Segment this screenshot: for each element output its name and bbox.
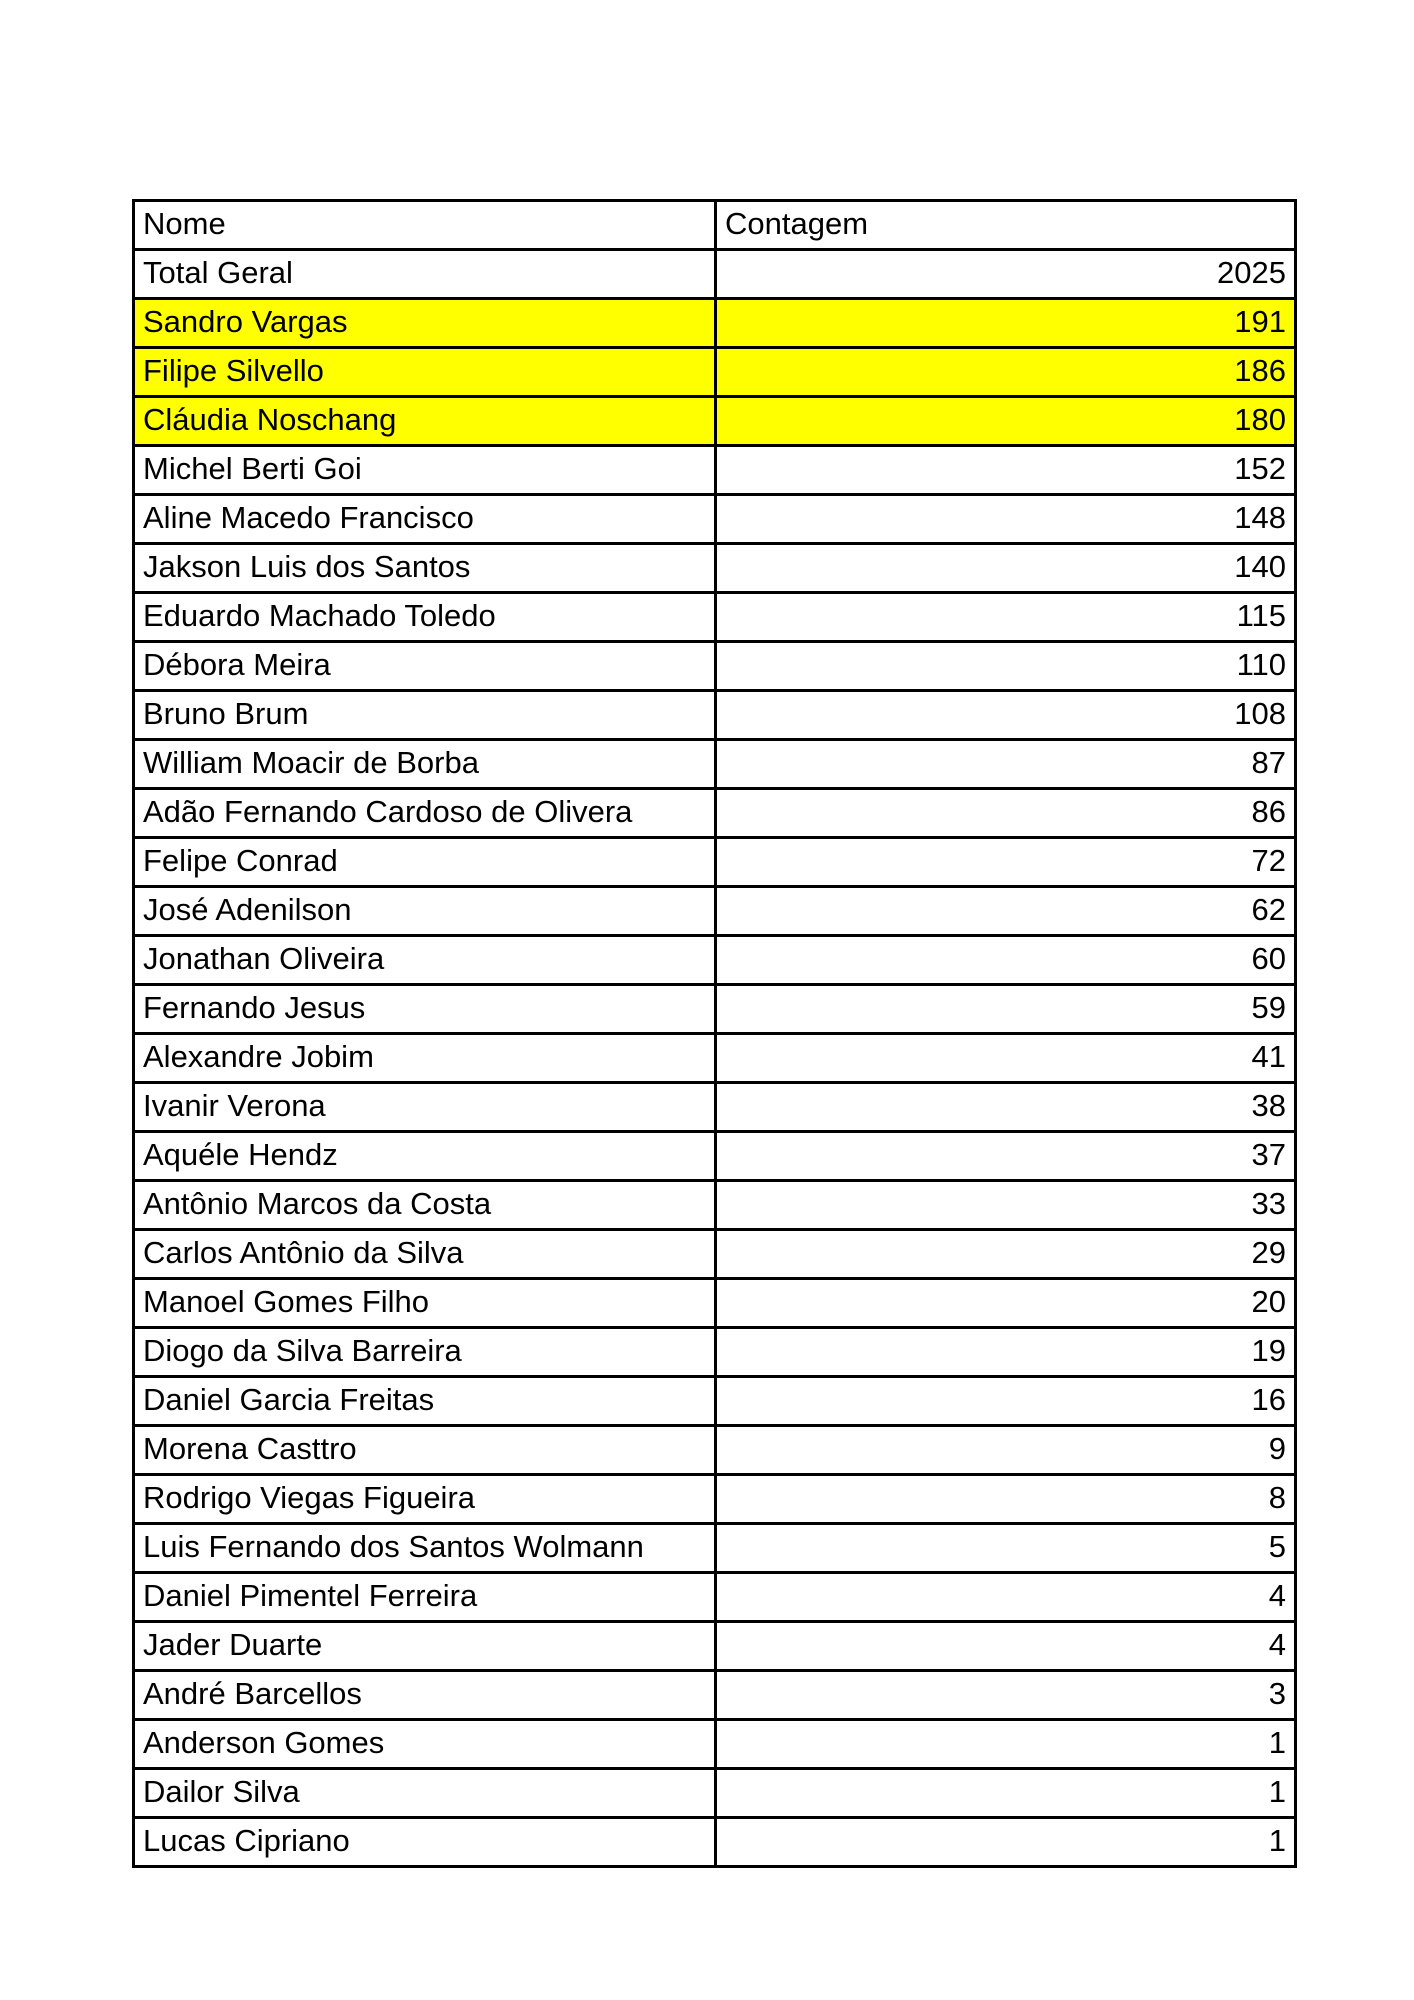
table-row [134, 1426, 1296, 1475]
count-cell: 4 [716, 1622, 1296, 1671]
name-cell: Daniel Garcia Freitas [134, 1377, 716, 1426]
count-cell: 191 [716, 299, 1296, 348]
name-cell: Luis Fernando dos Santos Wolmann [134, 1524, 716, 1573]
name-cell: Michel Berti Goi [134, 446, 716, 495]
count-cell: 86 [716, 789, 1296, 838]
name-cell: Sandro Vargas [134, 299, 716, 348]
table-row [134, 887, 1296, 936]
name-cell: Alexandre Jobim [134, 1034, 716, 1083]
count-cell: 72 [716, 838, 1296, 887]
table-row [134, 1622, 1296, 1671]
table-row [134, 1671, 1296, 1720]
count-cell: 20 [716, 1279, 1296, 1328]
table-row [134, 691, 1296, 740]
count-cell: 38 [716, 1083, 1296, 1132]
name-cell: Morena Casttro [134, 1426, 716, 1475]
count-cell: 62 [716, 887, 1296, 936]
table-row [134, 1475, 1296, 1524]
table-row [134, 1132, 1296, 1181]
count-cell: 4 [716, 1573, 1296, 1622]
name-cell: José Adenilson [134, 887, 716, 936]
count-cell: 16 [716, 1377, 1296, 1426]
name-cell: William Moacir de Borba [134, 740, 716, 789]
table-row [134, 299, 1296, 348]
name-cell: Aquéle Hendz [134, 1132, 716, 1181]
name-cell: Rodrigo Viegas Figueira [134, 1475, 716, 1524]
table-row [134, 397, 1296, 446]
table-row [134, 740, 1296, 789]
table-row [134, 1034, 1296, 1083]
table-row [134, 495, 1296, 544]
name-cell: Daniel Pimentel Ferreira [134, 1573, 716, 1622]
count-cell: 1 [716, 1818, 1296, 1867]
count-cell: 60 [716, 936, 1296, 985]
count-cell: 19 [716, 1328, 1296, 1377]
count-cell: 8 [716, 1475, 1296, 1524]
name-cell: Diogo da Silva Barreira [134, 1328, 716, 1377]
table-row [134, 985, 1296, 1034]
count-cell: 148 [716, 495, 1296, 544]
table-body [134, 250, 1296, 1867]
name-cell: Lucas Cipriano [134, 1818, 716, 1867]
name-cell: Eduardo Machado Toledo [134, 593, 716, 642]
name-cell: Filipe Silvello [134, 348, 716, 397]
name-cell: Ivanir Verona [134, 1083, 716, 1132]
count-cell: 37 [716, 1132, 1296, 1181]
count-cell: 41 [716, 1034, 1296, 1083]
table-row [134, 1181, 1296, 1230]
count-cell: 2025 [716, 250, 1296, 299]
table-row [134, 1524, 1296, 1573]
count-cell: 5 [716, 1524, 1296, 1573]
table-row [134, 642, 1296, 691]
count-cell: 1 [716, 1720, 1296, 1769]
name-cell: Jonathan Oliveira [134, 936, 716, 985]
table-header-row [134, 201, 1296, 250]
table-row [134, 1083, 1296, 1132]
count-cell: 29 [716, 1230, 1296, 1279]
table-row [134, 593, 1296, 642]
count-cell: 9 [716, 1426, 1296, 1475]
table-row [134, 1818, 1296, 1867]
table-row [134, 1328, 1296, 1377]
count-cell: 140 [716, 544, 1296, 593]
name-cell: Adão Fernando Cardoso de Olivera [134, 789, 716, 838]
name-cell: Bruno Brum [134, 691, 716, 740]
table-row [134, 446, 1296, 495]
name-cell: Débora Meira [134, 642, 716, 691]
column-header-contagem: Contagem [716, 201, 1296, 250]
count-cell: 180 [716, 397, 1296, 446]
name-cell: Anderson Gomes [134, 1720, 716, 1769]
table-row [134, 1769, 1296, 1818]
table-row [134, 1230, 1296, 1279]
table-row [134, 348, 1296, 397]
count-cell: 110 [716, 642, 1296, 691]
count-cell: 186 [716, 348, 1296, 397]
table-row [134, 936, 1296, 985]
name-cell: Total Geral [134, 250, 716, 299]
table-row [134, 1279, 1296, 1328]
name-cell: André Barcellos [134, 1671, 716, 1720]
count-cell: 87 [716, 740, 1296, 789]
table-row [134, 1573, 1296, 1622]
count-cell: 33 [716, 1181, 1296, 1230]
column-header-nome: Nome [134, 201, 716, 250]
count-cell: 108 [716, 691, 1296, 740]
table-row [134, 789, 1296, 838]
counts-table [132, 199, 1297, 1868]
name-cell: Carlos Antônio da Silva [134, 1230, 716, 1279]
count-cell: 152 [716, 446, 1296, 495]
name-cell: Aline Macedo Francisco [134, 495, 716, 544]
table-row [134, 838, 1296, 887]
table-row [134, 544, 1296, 593]
name-cell: Fernando Jesus [134, 985, 716, 1034]
table-row [134, 250, 1296, 299]
name-cell: Felipe Conrad [134, 838, 716, 887]
name-cell: Jader Duarte [134, 1622, 716, 1671]
count-cell: 59 [716, 985, 1296, 1034]
name-cell: Jakson Luis dos Santos [134, 544, 716, 593]
count-cell: 1 [716, 1769, 1296, 1818]
name-cell: Manoel Gomes Filho [134, 1279, 716, 1328]
name-cell: Dailor Silva [134, 1769, 716, 1818]
count-cell: 3 [716, 1671, 1296, 1720]
table-row [134, 1377, 1296, 1426]
table-row [134, 1720, 1296, 1769]
name-cell: Cláudia Noschang [134, 397, 716, 446]
count-cell: 115 [716, 593, 1296, 642]
name-cell: Antônio Marcos da Costa [134, 1181, 716, 1230]
